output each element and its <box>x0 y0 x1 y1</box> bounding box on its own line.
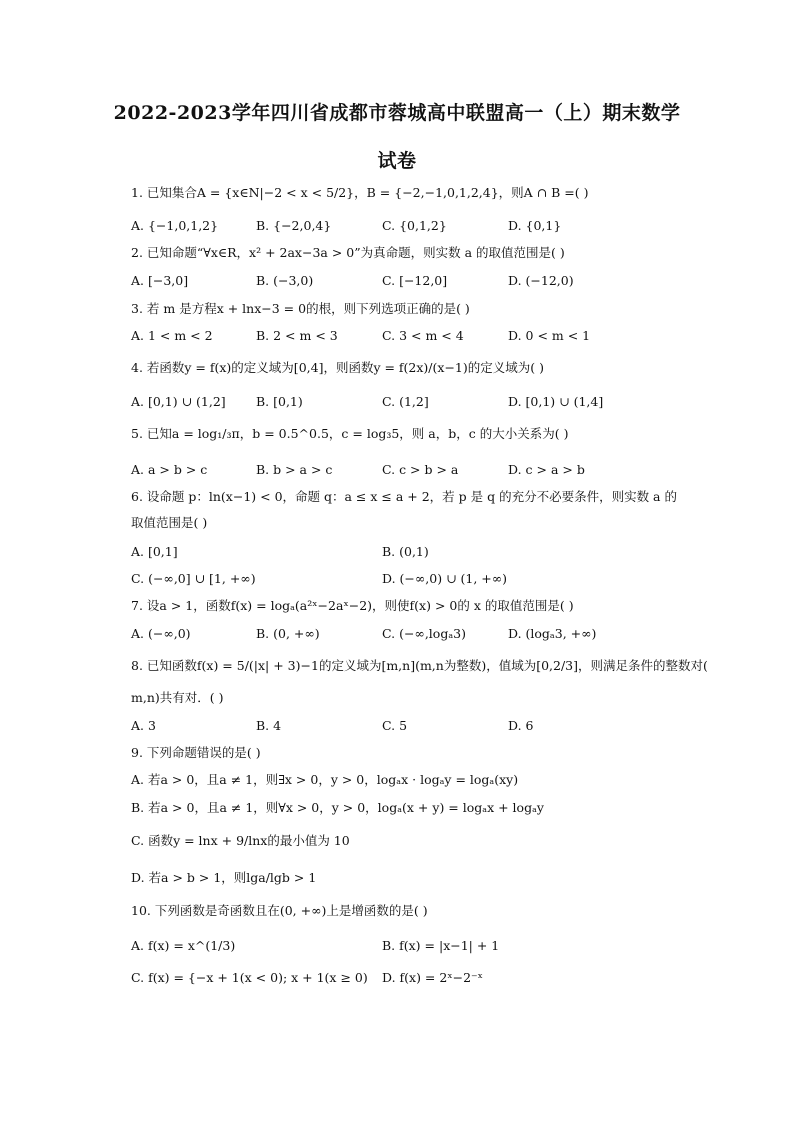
q2-option-c: C. [−12,0] <box>382 273 448 288</box>
q6-option-d: D. (−∞,0) ∪ (1, +∞) <box>382 571 508 586</box>
q1-option-d: D. {0,1} <box>508 218 562 233</box>
question-5: 5. 已知a = log₁/₃π，b = 0.5^0.5，c = log₃5，则 a，b，c 的大小关系为( ) <box>131 426 569 441</box>
question-10: 10. 下列函数是奇函数且在(0, +∞)上是增函数的是( ) <box>131 903 428 918</box>
q5-option-c: C. c > b > a <box>382 462 459 477</box>
q5-option-b: B. b > a > c <box>256 462 333 477</box>
question-8: 8. 已知函数f(x) = 5/(|x| + 3)−1的定义域为[m,n](m,n为整数)，值域为[0,2/3]，则满足条件的整数对( <box>131 658 708 673</box>
q8-option-d: D. 6 <box>508 718 534 733</box>
q1-option-a: A. {−1,0,1,2} <box>131 218 219 233</box>
q2-option-a: A. [−3,0] <box>131 273 189 288</box>
q8-option-c: C. 5 <box>382 718 408 733</box>
q4-option-a: A. [0,1) ∪ (1,2] <box>131 394 226 409</box>
q10-option-b: B. f(x) = |x−1| + 1 <box>382 938 500 953</box>
q4-option-b: B. [0,1) <box>256 394 303 409</box>
q3-option-a: A. 1 < m < 2 <box>131 328 213 343</box>
q10-option-a: A. f(x) = x^(1/3) <box>131 938 236 953</box>
question-3: 3. 若 m 是方程x + lnx−3 = 0的根，则下列选项正确的是( ) <box>131 301 470 316</box>
page-title-cont: 试卷 <box>377 150 417 172</box>
question-2: 2. 已知命题“∀x∈R，x² + 2ax−3a > 0”为真命题，则实数 a 的取值范围是( ) <box>131 245 565 260</box>
q8-option-a: A. 3 <box>131 718 156 733</box>
q9-option-d: D. 若a > b > 1，则lga/lgb > 1 <box>131 870 317 885</box>
q3-option-d: D. 0 < m < 1 <box>508 328 591 343</box>
q1-option-c: C. {0,1,2} <box>382 218 447 233</box>
q3-option-b: B. 2 < m < 3 <box>256 328 338 343</box>
question-4: 4. 若函数y = f(x)的定义域为[0,4]，则函数y = f(2x)/(x−1)的定义域为( ) <box>131 360 544 375</box>
q6-option-a: A. [0,1] <box>131 544 178 559</box>
q4-option-c: C. (1,2] <box>382 394 429 409</box>
q2-option-d: D. (−12,0) <box>508 273 574 288</box>
q5-option-d: D. c > a > b <box>508 462 585 477</box>
question-7: 7. 设a > 1，函数f(x) = logₐ(a²ˣ−2aˣ−2)，则使f(x) > 0的 x 的取值范围是( ) <box>131 598 574 613</box>
q6-option-b: B. (0,1) <box>382 544 429 559</box>
question-6: 6. 设命题 p：ln(x−1) < 0，命题 q：a ≤ x ≤ a + 2，若 p 是 q 的充分不必要条件，则实数 a 的 <box>131 489 677 504</box>
q7-option-c: C. (−∞,logₐ3) <box>382 626 466 641</box>
question-1: 1. 已知集合A = {x∈N|−2 < x < 5/2}，B = {−2,−1,0,1,2,4}，则A ∩ B =( ) <box>131 185 589 200</box>
q7-option-b: B. (0, +∞) <box>256 626 320 641</box>
question-6-cont: 取值范围是( ) <box>131 515 208 530</box>
q9-option-a: A. 若a > 0，且a ≠ 1，则∃x > 0，y > 0，logₐx · logₐy = logₐ(xy) <box>131 772 519 787</box>
question-9: 9. 下列命题错误的是( ) <box>131 745 261 760</box>
q7-option-d: D. (logₐ3, +∞) <box>508 626 597 641</box>
q1-option-b: B. {−2,0,4} <box>256 218 332 233</box>
q5-option-a: A. a > b > c <box>131 462 208 477</box>
q4-option-d: D. [0,1) ∪ (1,4] <box>508 394 604 409</box>
q8-option-b: B. 4 <box>256 718 282 733</box>
q2-option-b: B. (−3,0) <box>256 273 314 288</box>
q6-option-c: C. (−∞,0] ∪ [1, +∞) <box>131 571 256 586</box>
q9-option-c: C. 函数y = lnx + 9/lnx的最小值为 10 <box>131 833 350 848</box>
q10-option-d: D. f(x) = 2ˣ−2⁻ˣ <box>382 970 483 985</box>
page-title: 2022-2023学年四川省成都市蓉城高中联盟高一（上）期末数学 <box>113 102 681 124</box>
q9-option-b: B. 若a > 0，且a ≠ 1，则∀x > 0，y > 0，logₐ(x + y) = logₐx + logₐy <box>131 800 544 815</box>
question-8-cont: m,n)共有对．( ) <box>131 690 224 705</box>
q3-option-c: C. 3 < m < 4 <box>382 328 464 343</box>
q10-option-c: C. f(x) = {−x + 1(x < 0); x + 1(x ≥ 0) <box>131 970 368 985</box>
q7-option-a: A. (−∞,0) <box>131 626 191 641</box>
